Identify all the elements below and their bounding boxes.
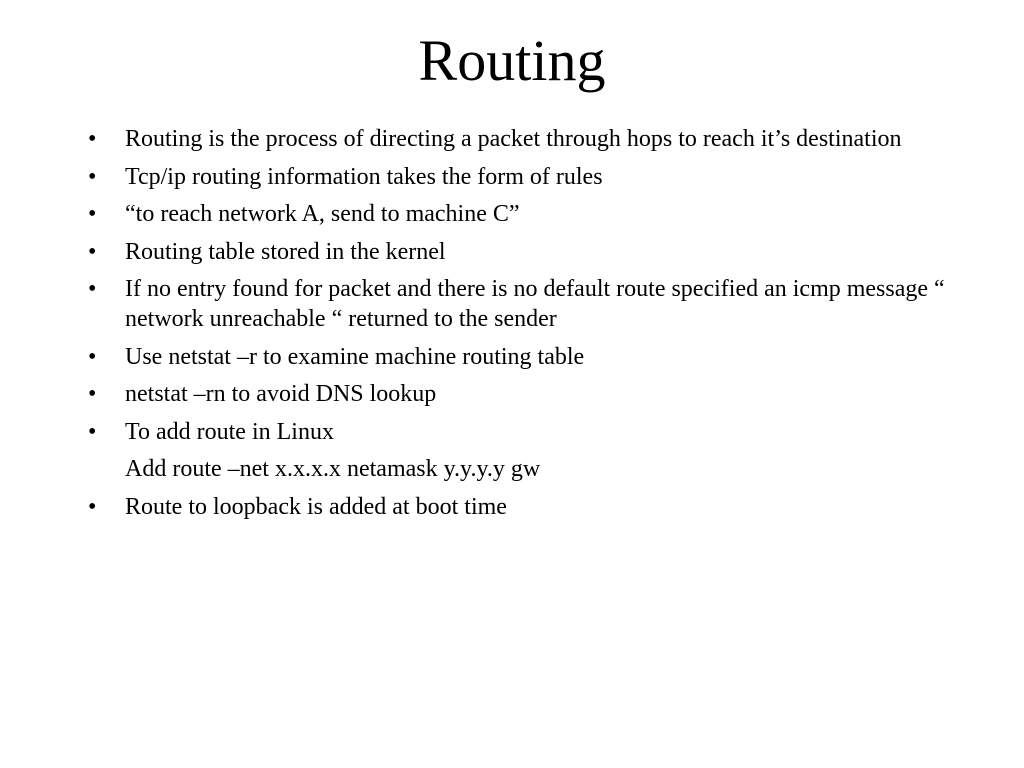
list-item bbox=[88, 199, 948, 229]
list-item bbox=[88, 342, 948, 372]
bullet-text: Tcp/ip routing information takes the form of rules bbox=[125, 163, 603, 190]
bullet-icon: • bbox=[88, 163, 97, 190]
bullet-icon: • bbox=[88, 126, 97, 152]
bullet-icon: • bbox=[88, 238, 97, 265]
bullet-icon: • bbox=[88, 381, 97, 407]
bullet-text: Routing is the process of directing a packet through hops to reach it’s destination bbox=[125, 126, 902, 152]
bullet-list bbox=[88, 124, 948, 529]
slide-title: Routing bbox=[418, 28, 606, 93]
bullet-text: “to reach network A, send to machine C” bbox=[125, 201, 520, 227]
list-item bbox=[88, 237, 948, 267]
bullet-text: Routing table stored in the kernel bbox=[125, 238, 446, 265]
bullet-text: If no entry found for packet and there is no default route specified an icmp message “ network unreachable “ returned to the sender bbox=[125, 276, 945, 332]
bullet-icon: • bbox=[88, 418, 97, 445]
list-item-continuation bbox=[88, 454, 948, 484]
bullet-text: Add route –net x.x.x.x netamask y.y.y.y gw bbox=[125, 456, 541, 482]
list-item bbox=[88, 124, 948, 154]
bullet-icon: • bbox=[88, 343, 97, 370]
bullet-icon: • bbox=[88, 201, 97, 227]
list-item bbox=[88, 274, 948, 334]
bullet-text: Route to loopback is added at boot time bbox=[125, 493, 507, 520]
bullet-text: Use netstat –r to examine machine routing table bbox=[125, 343, 585, 370]
bullet-icon: • bbox=[88, 276, 97, 302]
list-item bbox=[88, 417, 948, 447]
bullet-text: To add route in Linux bbox=[125, 418, 334, 445]
list-item bbox=[88, 379, 948, 409]
list-item bbox=[88, 162, 948, 192]
bullet-icon: • bbox=[88, 493, 97, 520]
list-item bbox=[88, 492, 948, 522]
bullet-text: netstat –rn to avoid DNS lookup bbox=[125, 381, 437, 407]
